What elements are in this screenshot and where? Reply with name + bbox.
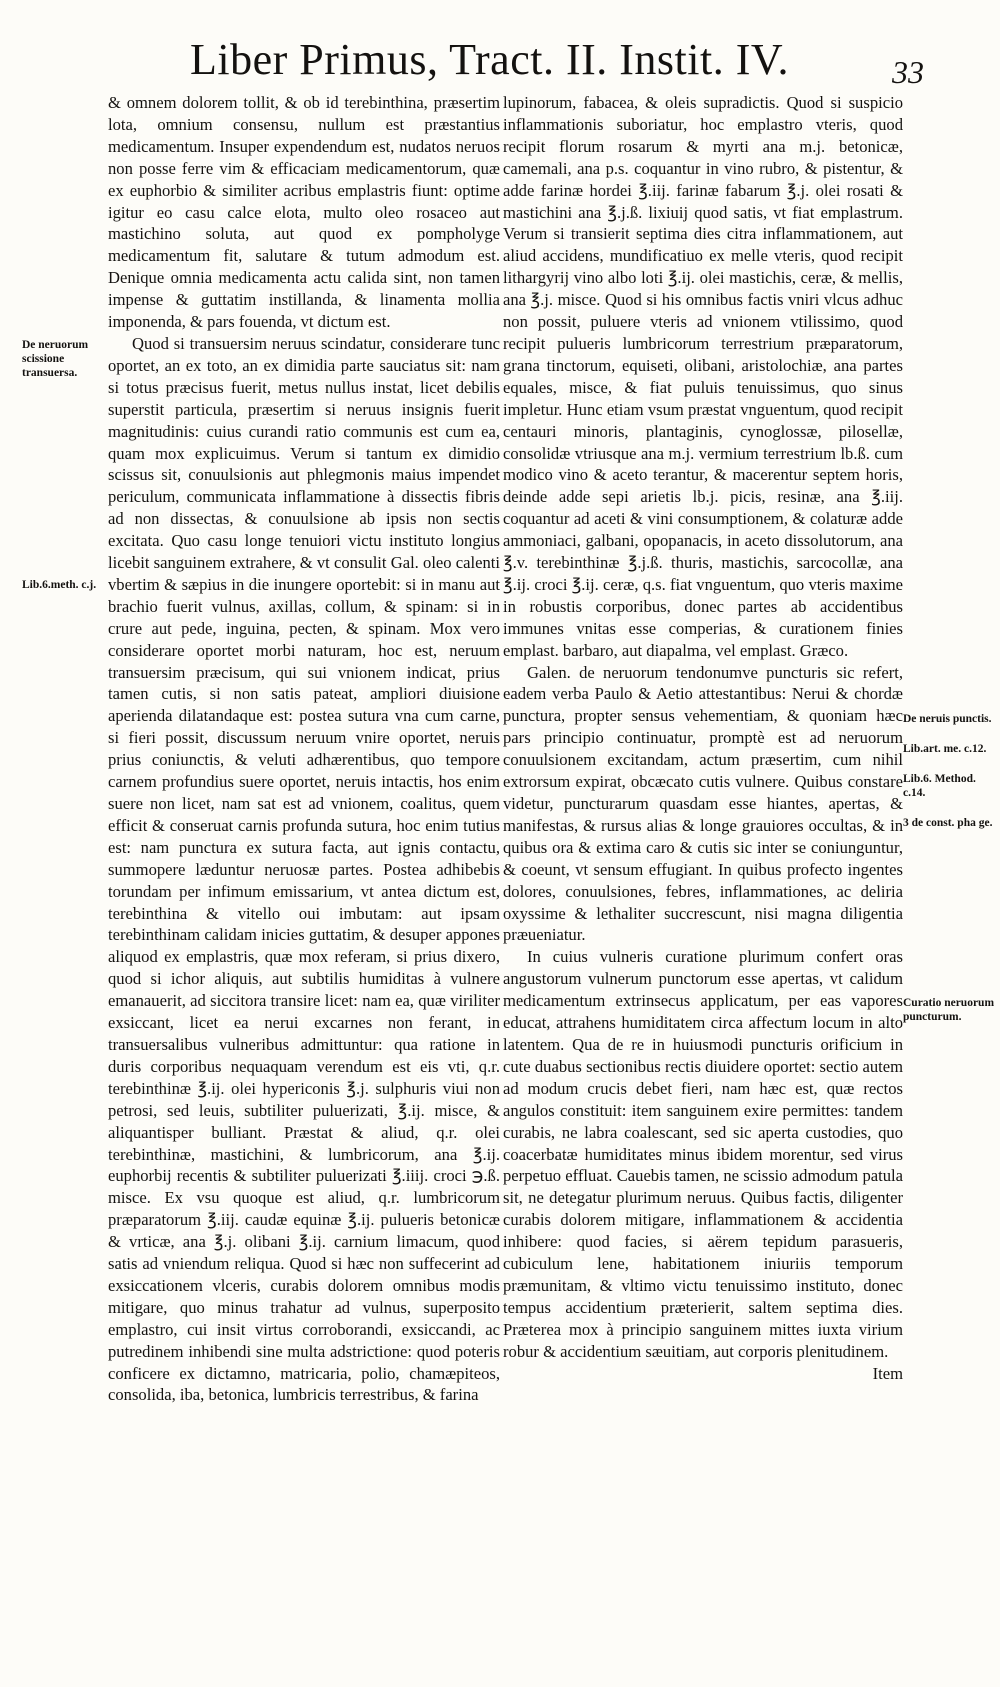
right-column: [503, 92, 903, 1662]
page-number: 33: [892, 54, 924, 90]
paragraph: & omnem dolorem tollit, & ob id terebinthina, præsertim lota, omnium consensu, nullum est præstantius medicamentum. Insuper expendendum est, nudatos neruos non posse ferre vim & efficaciam medicamentorum, quæ ex euphorbio & similiter acribus emplastris fiunt: optime igitur eo casu calce elota, multo oleo rosaceo aut mastichino soluta, aut quod ex pompholyge medicamentum fit, salutare & tutum admodum est. Denique omnia medicamenta actu calida sint, non tamen impense & guttatim instillanda, & linamenta mollia imponenda, & pars fouenda, vt dictum est.: [108, 93, 500, 332]
margin-note-lib6: Lib.6.meth. c.j.: [22, 579, 97, 591]
paragraph: Quod si transuersim neruus scindatur, considerare tunc oportet, an ex toto, an ex dimidia parte sauciatus sit: nam si totus præcisus fuerit, metus nullus instat, licet debilis superstit particula, præsertim si neruus insignis fuerit magnitudinis: cuius curandi ratio communis est cum ea, quam mox explicuimus. Verum si tantum ex dimidio scissus sit, conuulsionis aut phlegmonis maius impendet periculum, communicata inflammatione à dissectis fibris ad non dissectas, & conuulsione ab ipsis non sectis excitata. Quo casu longe tenuiori victu instituto longius licebit sanguinem extrahere, & vt consulit Gal. oleo calenti vbertim & sæpius in die inungere oportebit: si in manu aut brachio fuerit vulnus, axillas, collum, & spinam: si in crure aut pede, inguina, pecten, & spinam. Mox vero considerare oportet morbi naturam, hoc est, neruum transuersim præcisum, qui sui vnionem indicat, prius tamen cutis, si non satis pateat, ampliori diuisione aperienda dilatandaque est: postea sutura vna cum carne, si fieri possit, discussum neruum vnire oportet, neruis prius coniunctis, & veluti adhærentibus, quo tempore carnem profundius suere oportet, neruis intactis, hos enim suere non licet, nam sat est ad vnionem, coalitus, quem efficit & conseruat carnis profunda sutura, hoc enim tutius est: nam punctura ex sutura facta, aut ignis contactu, summopere læduntur neruosæ partes. Postea adhibebis torundam per infimum emissarium, vt antea dictum est, terebinthina & vitello oui imbutam: aut ipsam terebinthinam calidam inicies guttatim, & desuper appones aliquod ex emplastris, quæ mox referam, si prius dixero, quod si ichor aliquis, aut subtilis humiditas à vulnere emanauerit, ad siccitora transire licet: nam ea, quæ viriliter exsiccant, licet ea nerui excarnes non ferant, in transuersalibus vulneribus admittuntur: qua ratione in duris corporibus nequaquam verendum est eis vti, q.r. terebinthinæ ℥.ij. olei hypericonis ℥.j. sulphuris viui non petrosi, sed leuis, subtiliter puluerizati, ℥.ij. misce, & aliquantisper bulliant. Præstat & aliud, q.r. olei terebinthinæ, mastichini, & lumbricorum, ana ℥.ij. euphorbij recentis & subtiliter puluerizati ℥.iiij. croci ℈.ß. misce. Ex vsu quoque est aliud, q.r. lumbricorum præparatorum ℥.iij. caudæ equinæ ℥.ij. pulueris betonicæ & vrticæ, ana ℥.j. olibani ℥.ij. carnium limacum, quod satis ad vniendum reliqua. Quod si hæc non suffecerint ad exsiccationem vlceris, curabis dolorem omnibus modis mitigare, quo minus trahatur ad vulnus, superposito emplastro, cui insit virtus corroborandi, exsiccandi, ac putredinem inhibendi sine multa adstrictione: quod poteris conficere ex dictamno, matricaria, polio, chamæpiteos, consolida, iba, betonica, lumbricis terrestribus, & farina: [108, 333, 500, 1405]
margin-note-curatio: Curatio neruorum puncturum.: [903, 997, 995, 1023]
margin-note-libart: Lib.art. me. c.12.: [903, 743, 987, 755]
margin-note-scissio: De neruorum scissione transuersa.: [22, 339, 89, 379]
paragraph: lupinorum, fabacea, & oleis supradictis. Quod si suspicio inflammationis suboriatur, hoc emplastro vteris, quod recipit florum rosarum & myrti ana m.j. betonicæ, camemali, ana p.s. coquantur in vino rubro, & pistentur, & adde farinæ hordei ℥.iij. farinæ fabarum ℥.j. olei rosati & mastichini ana ℥.j.ß. lixiuij quod satis, vt fiat emplastrum. Verum si transierit septima dies citra inflammationem, aut aliud accidens, mundificatiuo ex melle vteris, quod recipit lithargyrij vino albo loti ℥.ij. olei mastichis, ceræ, & mellis, ana ℥.j. misce. Quod si his omnibus factis vniri vlcus adhuc non possit, puluere vteris ad vnionem vtilissimo, quod recipit pulueris lumbricorum terrestrium præparatorum, grana tinctorum, equiseti, olibani, aristolochiæ, ana partes equales, misce, & fiat puluis tenuissimus, quo sinus impletur. Hunc etiam vsum præstat vnguentum, quod recipit centauri minoris, plantaginis, cynoglossæ, pilosellæ, consolidæ vtriusque ana m.j. vermium terrestrium lb.ß. cum modico vino & aceto terantur, & macerentur septem horis, deinde adde sepi arietis lb.j. picis, resinæ, ana ℥.iij. coquantur ad aceti & vini consumptionem, & colaturæ adde ammoniaci, galbani, opopanacis, in aceto dissolutorum, ana ℥.v. terebinthinæ ℥.j.ß. thuris, mastichis, sarcocollæ, ana ℥.ij. croci ℥.ij. ceræ, q.s. fiat vnguentum, quo vteris maxime in robustis corporibus, donec partes ab accidentibus immunes vnitas esse comperias, & curationem finies emplast. barbaro, aut diapalma, vel emplast. Græco.: [503, 93, 903, 660]
margin-note-const: 3 de const. pha ge.: [903, 817, 993, 829]
catchword: Item: [872, 1363, 903, 1383]
paragraph: In cuius vulneris curatione plurimum confert oras angustorum vulnerum punctorum esse apertas, vt calidum medicamentum extrinsecus applicatum, per eas vapores educat, attrahens humiditatem circa affectum locum in alto latentem. Qua de re in huiusmodi puncturis orificium in cute duabus sectionibus rectis diuidere oportet: sectio autem ad modum crucis debet fieri, nam hæc est, quæ rectos angulos constituit: item sanguinem exire permittes: tandem curabis, ne labra coalescant, sed sic aperta custodies, quo coacerbatæ humiditates minus ibidem morentur, sed virus perpetuo effluat. Cauebis tamen, ne scissio admodum patula sit, ne detegatur plurimum neruus. Quibus factis, diligenter curabis dolorem mitigare, inflammationem & accidentia inhibere: quod facies, si aërem tepidum parasueris, cubiculum lene, habitationem iniuriis temporum præmunitam, & vltimo victu tenuissimo instituto, donec tempus accidentium præterierit, saltem septima dies. Præterea mox à principio sanguinem mittes iuxta virium robur & accidentium sæuitiam, aut corporis plenitudinem.: [503, 947, 903, 1361]
running-head: Liber Primus, Tract. II. Instit. IV.: [190, 35, 789, 84]
paragraph: Galen. de neruorum tendonumve puncturis sic refert, eadem verba Paulo & Aetio attestantibus: Nerui & chordæ punctura, propter sensus vehementiam, & quoniam hæc pars principio continuatur, promptè est ad neruorum conuulsionem excitandam, actum præsertim, cum nihil extrorsum expirat, obcæcato cutis vulnere. Quibus constare videtur, puncturarum quasdam esse hiantes, apertas, & manifestas, & rursus alias & longe grauiores occultas, & in quibus ora & extima caro & cutis sic inter se coniunguntur, & coeunt, vt sensum effugiant. In quibus profecto ingentes dolores, conuulsiones, febres, inflammationes, ac deliria oxyssime & lethaliter succrescunt, nisi magna diligentia præueniatur.: [503, 662, 903, 945]
left-column: [108, 92, 500, 1662]
margin-note-puncturis: De neruis punctis.: [903, 713, 992, 725]
margin-note-method: Lib.6. Method. c.14.: [903, 773, 976, 799]
